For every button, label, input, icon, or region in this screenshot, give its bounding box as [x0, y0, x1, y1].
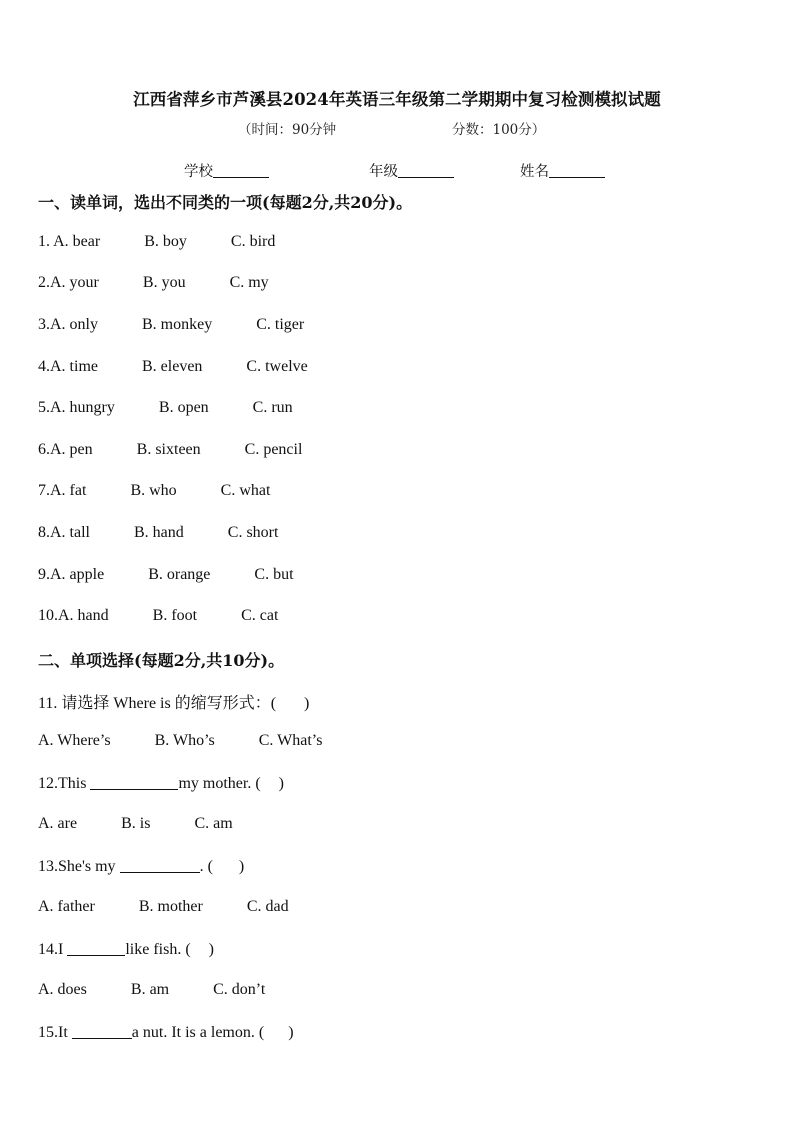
- option-a: A. your: [50, 274, 99, 291]
- option-c: C. short: [227, 524, 279, 541]
- page-title: 江西省萍乡市芦溪县2024年英语三年级第二学期期中复习检测模拟试题: [133, 90, 661, 109]
- option-a: A. does: [38, 981, 87, 998]
- question-stem: 13.She's my: [38, 858, 120, 875]
- section-1-heading: 一、读单词，选出不同类的一项(每题2分,共20分)。: [38, 193, 413, 212]
- option-a: A. tall: [50, 524, 90, 541]
- option-a: A. pen: [50, 441, 93, 458]
- option-c: C. am: [194, 815, 233, 832]
- option-c: C. run: [252, 399, 293, 416]
- grade-blank: [398, 162, 454, 178]
- question-11: [38, 690, 309, 713]
- option-b: B. you: [142, 274, 186, 291]
- option-b: B. eleven: [142, 358, 203, 375]
- option-b: B. monkey: [142, 316, 213, 333]
- option-b: B. am: [130, 981, 170, 998]
- question-paren-close: ): [304, 695, 310, 712]
- question-8: [38, 524, 278, 542]
- question-paren-close: ): [278, 775, 284, 792]
- option-c: C. tiger: [256, 316, 305, 333]
- option-c: C. my: [229, 274, 269, 291]
- question-number: 7.: [38, 482, 50, 499]
- name-field: [520, 160, 605, 181]
- option-b: B. Who’s: [154, 732, 215, 749]
- name-label: 姓名: [520, 164, 549, 180]
- school-label: 学校: [184, 164, 213, 180]
- question-3: [38, 316, 304, 334]
- question-11-options: [38, 732, 322, 750]
- question-number: 1.: [38, 233, 54, 250]
- question-paren-close: ): [208, 941, 214, 958]
- option-b: B. who: [130, 482, 177, 499]
- question-number: 5.: [38, 399, 50, 416]
- name-blank: [549, 162, 605, 178]
- option-b: B. is: [121, 815, 151, 832]
- answer-blank: [120, 857, 200, 873]
- option-c: C. bird: [230, 233, 276, 250]
- option-a: A. are: [38, 815, 78, 832]
- question-14: [38, 940, 214, 959]
- option-b: B. hand: [134, 524, 184, 541]
- question-4: [38, 358, 308, 376]
- question-number: 3.: [38, 316, 50, 333]
- question-number: 6.: [38, 441, 50, 458]
- question-stem: 15.It: [38, 1024, 72, 1041]
- question-10: [38, 607, 278, 625]
- option-c: C. but: [254, 566, 294, 583]
- grade-label: 年级: [369, 164, 398, 180]
- option-a: A. hungry: [50, 399, 115, 416]
- option-a: A. bear: [53, 233, 101, 250]
- option-a: A. time: [50, 358, 98, 375]
- total-score: 分数：100分）: [452, 122, 546, 138]
- option-c: C. pencil: [244, 441, 303, 458]
- option-b: B. boy: [144, 233, 187, 250]
- question-7: [38, 482, 270, 500]
- option-b: B. foot: [152, 607, 198, 624]
- school-field: [184, 160, 269, 181]
- question-stem-end: a nut. It is a lemon. (: [131, 1024, 265, 1041]
- question-stem-end: like fish. (: [125, 941, 191, 958]
- question-14-options: [38, 981, 265, 999]
- option-a: A. Where’s: [38, 732, 111, 749]
- option-c: C. don’t: [213, 981, 266, 998]
- option-b: B. orange: [148, 566, 211, 583]
- question-stem-end: . (: [199, 858, 213, 875]
- school-blank: [213, 162, 269, 178]
- question-number: 9.: [38, 566, 50, 583]
- question-9: [38, 566, 294, 584]
- option-c: C. dad: [246, 898, 289, 915]
- question-12-options: [38, 815, 233, 833]
- question-number: 2.: [38, 274, 50, 291]
- question-2: [38, 274, 269, 292]
- question-number: 10.: [38, 607, 58, 624]
- time-limit: （时间：90分钟: [238, 122, 337, 138]
- question-stem: 14.I: [38, 941, 68, 958]
- option-a: A. apple: [50, 566, 105, 583]
- option-b: B. mother: [138, 898, 203, 915]
- question-number: 4.: [38, 358, 50, 375]
- section-2-heading: 二、单项选择(每题2分,共10分)。: [38, 651, 285, 670]
- option-a: A. father: [38, 898, 95, 915]
- question-number: 8.: [38, 524, 50, 541]
- option-c: C. What’s: [258, 732, 323, 749]
- answer-blank: [67, 940, 125, 956]
- question-6: [38, 441, 302, 459]
- option-a: A. only: [50, 316, 98, 333]
- question-1: [38, 233, 275, 251]
- question-stem: 11. 请选择 Where is 的缩写形式：(: [38, 695, 277, 712]
- question-12: [38, 774, 284, 793]
- question-13-options: [38, 898, 289, 916]
- question-paren-close: ): [238, 858, 245, 875]
- answer-blank: [90, 774, 178, 790]
- option-c: C. twelve: [246, 358, 308, 375]
- option-b: B. open: [158, 399, 209, 416]
- option-c: C. what: [220, 482, 271, 499]
- question-13: [38, 857, 244, 876]
- question-15: [38, 1023, 294, 1042]
- grade-field: [369, 160, 454, 181]
- question-stem: 12.This: [38, 775, 91, 792]
- question-paren-close: ): [288, 1024, 294, 1041]
- option-a: A. hand: [58, 607, 109, 624]
- question-stem-end: my mother. (: [178, 775, 261, 792]
- question-5: [38, 399, 293, 417]
- answer-blank: [72, 1023, 132, 1039]
- option-a: A. fat: [50, 482, 87, 499]
- option-b: B. sixteen: [136, 441, 201, 458]
- option-c: C. cat: [241, 607, 279, 624]
